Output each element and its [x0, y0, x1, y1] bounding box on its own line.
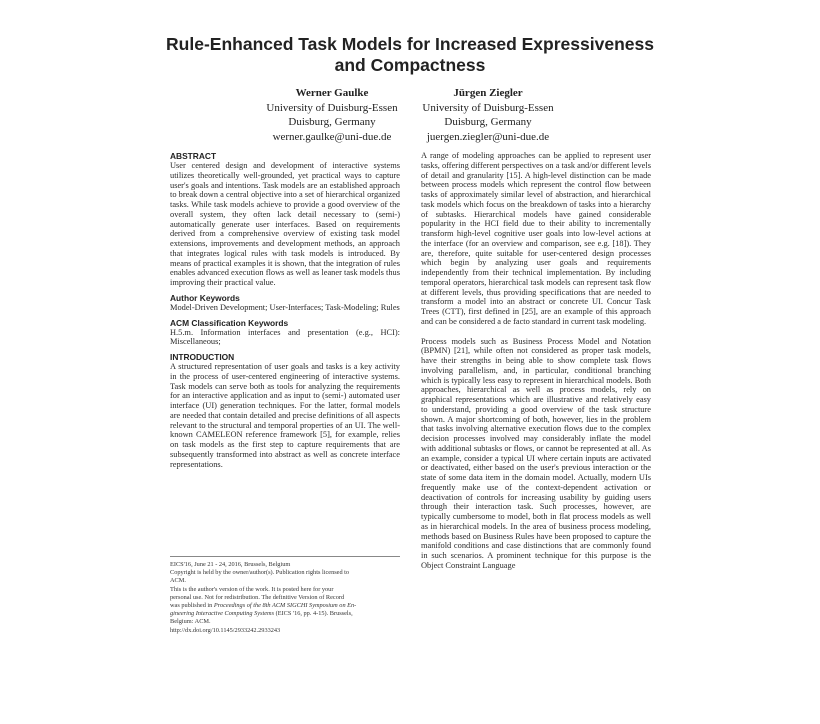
proceedings-title: gineering Interactive Computing Systems [170, 610, 275, 618]
author-location: Duisburg, Germany [288, 116, 376, 128]
version-note-text: (EICS '16, pp. 4-15). Brussels, [274, 610, 353, 618]
paper-title [0, 34, 820, 76]
abstract-heading: ABSTRACT [170, 151, 217, 161]
conference-line: EICS'16, June 21 - 24, 2016, Brussels, Belgium [170, 561, 291, 568]
author-name: Werner Gaulke [295, 87, 369, 99]
keywords-text: Model-Driven Development; User-Interfaces; Task-Modeling; Rules [170, 302, 400, 312]
body-paragraph: A range of modeling approaches can be applied to represent user tasks, offering different perspectives on a task and/or different levels of detail and granularity [15]. A high-level distinction can be made between process models which represent the control flow between tasks of approximately similar level of abstraction, and hierarchical task models which focus on the breakdown of tasks into a hierarchy of subtasks. Hierarchical models have gained considerable popularity in the HCI field due to their ability to incrementally transform high-level cognitive user goals into low-level actions at the interface (for an overview and comparison, see e.g. [18]). They are, therefore, quite suitable for user-centered design processes which begin by analyzing user goals and requirements independently from their technical implementation. By including temporal operators, hierarchical task models can represent task flow at different levels, thus providing specifications that are needed to transform a model into an abstract or concrete UI. Concur Task Trees (CTT), first defined in [25], are an example of this approach and can be considered a de facto standard in current task modeling. [421, 151, 651, 326]
copyright-block [170, 556, 400, 635]
acm-text: H.5.m. Information interfaces and presentation (e.g., HCI): Miscellaneous; [170, 327, 400, 347]
body-paragraph: Process models such as Business Process Model and Notation (BPMN) [21], while often not considered as proper task models, have their strengths in being able to show complete task flows involving parallelism, and, in particular, conditional branching which is typically less easy to represent in hierarchical models. Both approaches, hierarchical as well as process models, rely on graphical representations which are illustrative and relatively easy to understand, providing a good overview of the task structure shown. A major shortcoming of both, however, lies in the problem that tasks involving alternative execution flows due to the complex decision processes involved may considerably inflate the model with additional subtasks or flows, or cannot be represented at all. As an example, consider a typical UI where certain inputs are activated or deactivated, either based on the user's previous interaction or the state of some data item in the domain model. Actually, modern UIs frequently make use of the context-dependent activation or deactivation of controls for increasing usability by guiding users through their interaction task. Such processes, however, are typically cumbersome to model, both in flat process models as well as in hierarchical models. In the area of business process modeling, methods based on Business Rules have been proposed to capture the manifold conditions and case distinctions that are commonly found in such scenarios. A prominent technique for this purpose is the Object Constraint Language [421, 336, 651, 570]
keywords-heading: Author Keywords [170, 292, 240, 303]
author-name: Jürgen Ziegler [453, 87, 523, 99]
version-note-line: Belgium: ACM. [170, 618, 211, 626]
proceedings-title: Proceedings of the 8th ACM SIGCHI Symposium on En- [213, 602, 357, 610]
abstract-text: User centered design and development of interactive systems utilizes theoretically well-grounded, yet practical ways to capture user's goals and intentions. Task models are an established approach to break down a central objective into a set of hierarchical organized tasks. While task models achieve to provide a good overview of the overall system, they often lack detail necessary to (semi-) automatically generate user interfaces. Based on requirements derived from a comprehensive overview of existing task model extensions, improvements and development methods, an approach that integrates logical rules with task models is introduced. By means of practical examples it is shown, that the integration of rules enables advanced execution flows as well as leaner task models thus improving their practical value. [170, 161, 400, 287]
title-line-2: and Compactness [334, 55, 486, 75]
introduction-heading: INTRODUCTION [170, 352, 235, 362]
version-note-text: was published in [170, 602, 214, 610]
version-note-line: personal use. Not for redistribution. The definitive Version of Record [170, 593, 345, 601]
copyright-line: Copyright is held by the owner/author(s). Publication rights licensed to [170, 569, 350, 577]
version-note-line [170, 602, 400, 610]
copyright-line: ACM. [170, 577, 186, 585]
author-email: werner.gaulke@uni-due.de [272, 130, 392, 143]
introduction-text: A structured representation of user goals and tasks is a key activity in the process of user-centered engineering of interactive systems. Task models can serve both as tools for analyzing the requirements for an interactive application and as input to (semi-) automated user interface (UI) generation techniques. For the latter, formal models are needed that contain detailed and precise definitions of all aspects relevant to the structural and temporal properties of an UI. The well-known CAMELEON reference framework [5], for example, relies on task models as the first step to capture requirements that are subsequently transformed into abstract as well as concrete interface representations. [170, 362, 400, 469]
version-note-line [170, 610, 400, 618]
title-line-1: Rule-Enhanced Task Models for Increased Expressiveness [166, 34, 654, 54]
author-email: juergen.ziegler@uni-due.de [426, 130, 550, 143]
author-block-1 [252, 86, 412, 144]
left-column [170, 151, 400, 469]
author-block-2 [408, 86, 568, 144]
doi-link[interactable]: http://dx.doi.org/10.1145/2933242.2933243 [170, 626, 281, 634]
author-affiliation: University of Duisburg-Essen [266, 101, 398, 114]
right-column [421, 151, 651, 571]
author-affiliation: University of Duisburg-Essen [422, 101, 554, 114]
acm-heading: ACM Classification Keywords [170, 317, 289, 328]
version-note-line: This is the author's version of the work. It is posted here for your [170, 585, 334, 593]
author-location: Duisburg, Germany [444, 116, 532, 128]
